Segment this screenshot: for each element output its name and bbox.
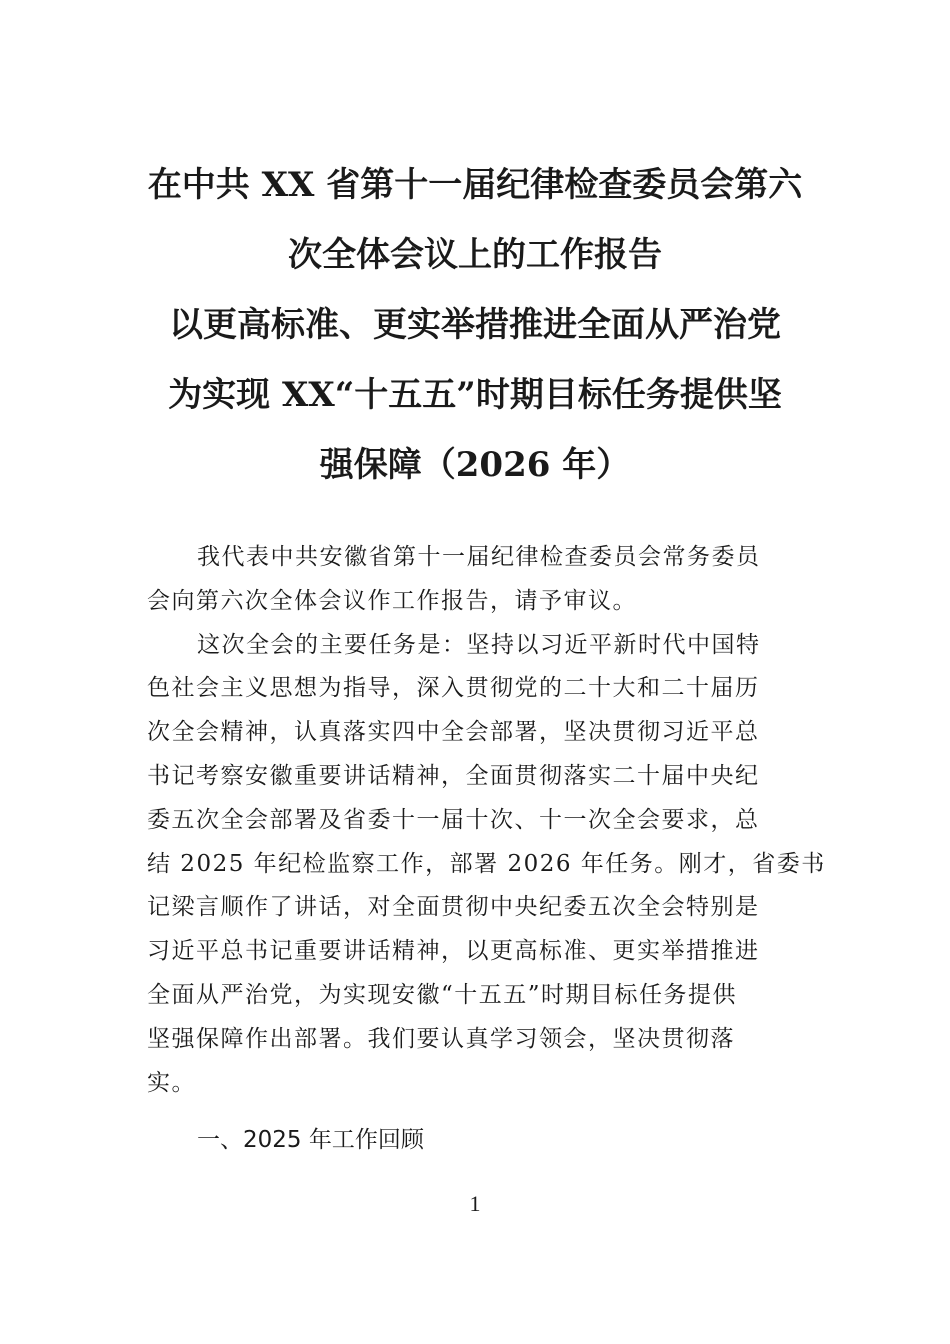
paragraph-line: 书记考察安徽重要讲话精神，全面贯彻落实二十届中央纪 [147, 762, 760, 789]
title-line: 为实现 XX“十五五”时期目标任务提供坚 [168, 375, 782, 415]
document-title [120, 150, 830, 500]
paragraph-line: 委五次全会部署及省委十一届十次、十一次全会要求，总 [147, 806, 760, 833]
title-line: 强保障（2026 年） [319, 445, 631, 485]
section-heading: 一、2025 年工作回顾 [197, 1127, 424, 1153]
title-line: 以更高标准、更实举措推进全面从严治党 [169, 305, 781, 345]
paragraph-line: 全面从严治党，为实现安徽“十五五”时期目标任务提供 [147, 981, 738, 1008]
paragraph-line: 我代表中共安徽省第十一届纪律检查委员会常务委员 [197, 544, 761, 570]
paragraph-line: 次全会精神，认真落实四中全会部署，坚决贯彻习近平总 [147, 719, 760, 746]
paragraph-line: 会向第六次全体会议作工作报告，请予审议。 [147, 587, 637, 614]
title-line: 在中共 XX 省第十一届纪律检查委员会第六 [147, 165, 803, 205]
title-line: 次全体会议上的工作报告 [288, 235, 662, 275]
paragraph-line: 实。 [147, 1069, 196, 1096]
paragraph-line: 坚强保障作出部署。我们要认真学习领会，坚决贯彻落 [147, 1025, 735, 1052]
paragraph-line: 记梁言顺作了讲话，对全面贯彻中央纪委五次全会特别是 [147, 894, 760, 921]
paragraph-line: 习近平总书记重要讲话精神，以更高标准、更实举措推进 [147, 938, 760, 965]
paragraph-line: 这次全会的主要任务是：坚持以习近平新时代中国特 [197, 631, 761, 658]
paragraph-line: 色社会主义思想为指导，深入贯彻党的二十大和二十届历 [147, 675, 760, 702]
paragraph-line: 结 2025 年纪检监察工作，部署 2026 年任务。刚才，省委书 [147, 850, 826, 877]
page-number: 1 [469, 1191, 481, 1216]
body-text [147, 536, 826, 1105]
